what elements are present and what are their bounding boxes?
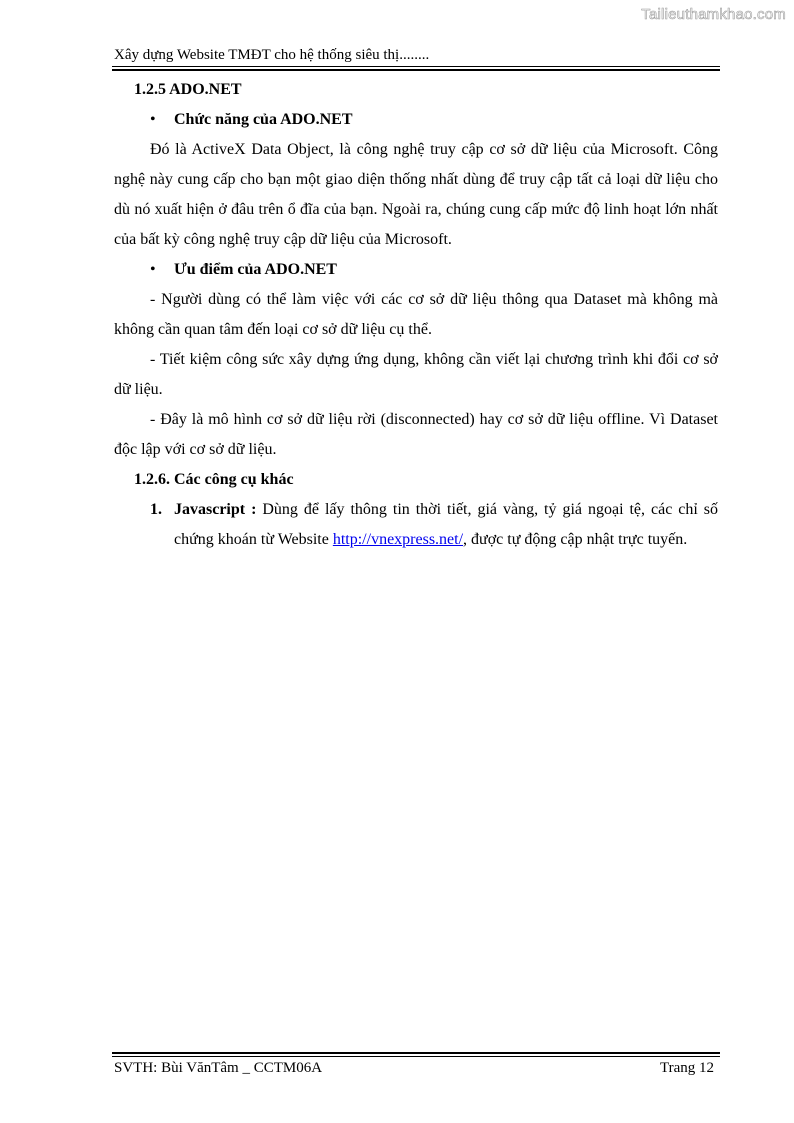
document-body: [114, 75, 718, 555]
watermark: Tailieuthamkhao.com: [641, 6, 786, 23]
paragraph-advantage-3: - Đây là mô hình cơ sở dữ liệu rời (disconnected) hay cơ sở dữ liệu offline. Vì Dataset độc lập với cơ sở dữ liệu.: [114, 411, 718, 458]
header-divider: [112, 66, 720, 71]
footer-author: SVTH: Bùi VănTâm _ CCTM06A: [114, 1060, 323, 1076]
vnexpress-link[interactable]: http://vnexpress.net/: [332, 531, 464, 548]
page-header-title: Xây dựng Website TMĐT cho hệ thống siêu thị........: [114, 47, 430, 63]
item-text-after: , được tự động cập nhật trực tuyến.: [463, 531, 688, 548]
paragraph-advantage-2: - Tiết kiệm công sức xây dựng ứng dụng, không cần viết lại chương trình khi đổi cơ sở dữ liệu.: [114, 351, 718, 398]
section-heading-ado: 1.2.5 ADO.NET: [134, 81, 242, 98]
bullet-heading-advantages-label: Ưu điểm của ADO.NET: [174, 261, 337, 278]
bullet-heading-function: [114, 105, 718, 135]
paragraph-function: Đó là ActiveX Data Object, là công nghệ truy cập cơ sở dữ liệu của Microsoft. Công nghệ này cung cấp cho bạn một giao diện thống nhất dùng để truy cập tất cả loại dữ liệu cho dù nó xuất hiện ở đâu trên ổ đĩa của bạn. Ngoài ra, chúng cung cấp mức độ linh hoạt lớn nhất của bất kỳ công nghệ truy cập dữ liệu của Microsoft.: [114, 141, 718, 248]
bullet-icon: •: [150, 261, 156, 278]
bullet-heading-function-label: Chức năng của ADO.NET: [174, 111, 353, 128]
bullet-icon: •: [150, 111, 156, 128]
item-number: 1.: [150, 501, 162, 518]
bullet-heading-advantages: [114, 255, 718, 285]
numbered-item-javascript: [114, 495, 718, 555]
item-term: Javascript :: [174, 501, 257, 518]
footer-page-number: Trang 12: [659, 1060, 714, 1076]
paragraph-advantage-1: - Người dùng có thể làm việc với các cơ sở dữ liệu thông qua Dataset mà không mà không cần quan tâm đến loại cơ sở dữ liệu cụ thể.: [114, 291, 718, 338]
section-heading-tools: 1.2.6. Các công cụ khác: [134, 471, 294, 488]
item-text-before: Dùng để lấy thông tin thời tiết, giá vàng, tỷ giá ngoại tệ, các chỉ số chứng khoán từ Website: [174, 501, 719, 548]
footer-divider: [112, 1052, 720, 1057]
